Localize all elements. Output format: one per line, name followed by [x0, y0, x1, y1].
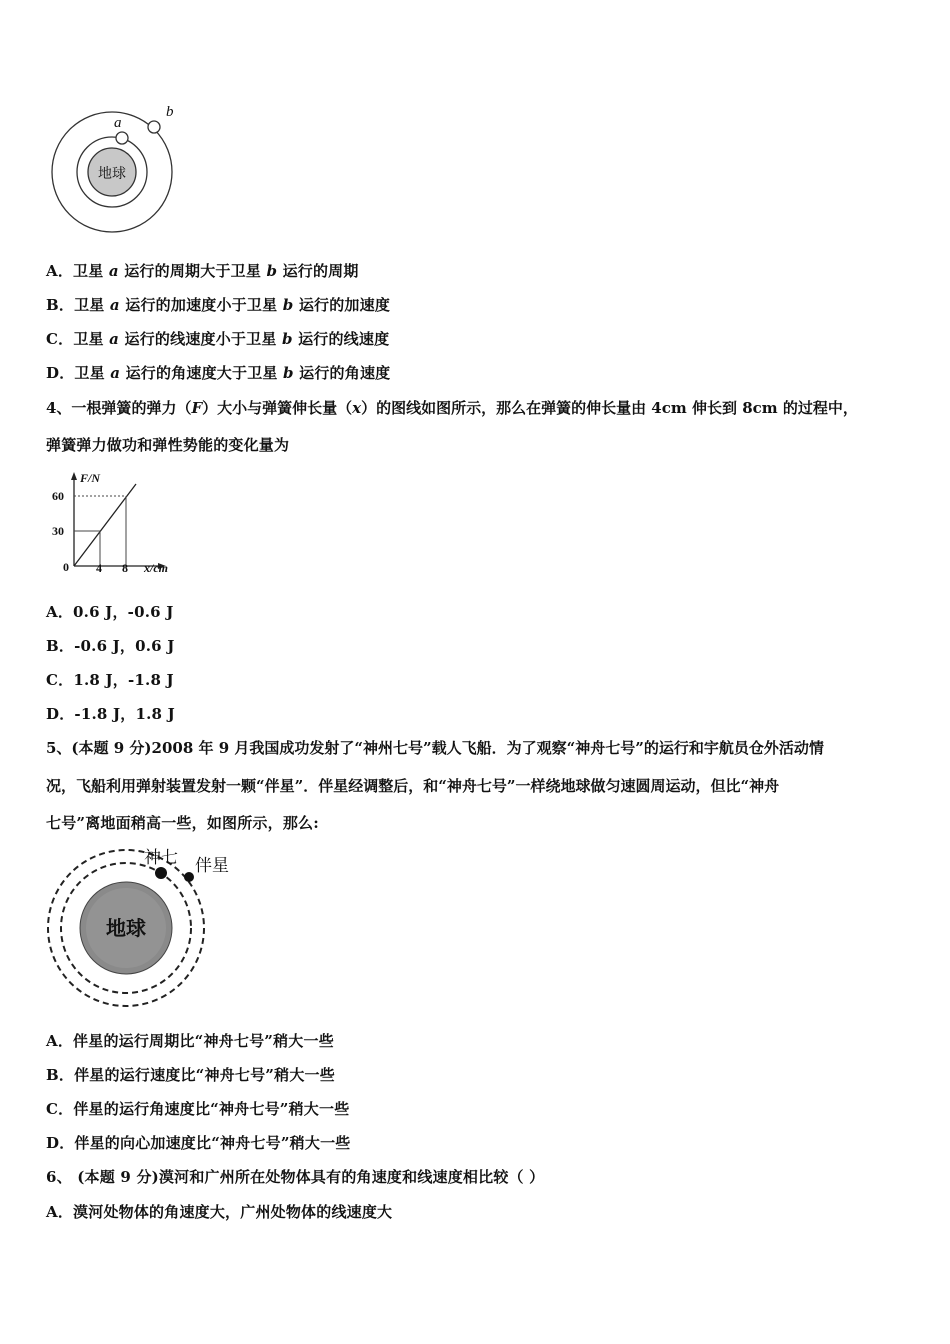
origin-label: 0 — [63, 560, 69, 574]
q5-stem-line3: 七号”离地面稍高一些，如图所示，那么: — [46, 814, 319, 832]
satellite-a — [116, 132, 128, 144]
x-tick-4: 4 — [96, 561, 102, 575]
q5-option-d: D．伴星的向心加速度比“神舟七号”稍大一些 — [46, 1134, 351, 1152]
q4-stem-line1: 4、一根弹簧的弹力（F）大小与弹簧伸长量（x）的图线如图所示，那么在弹簧的伸长量由 4cm 伸长到 8cm 的过程中， — [46, 399, 858, 417]
x-axis-label: x/cm — [144, 561, 168, 575]
y-tick-30: 30 — [52, 524, 64, 538]
q4-option-d: D．-1.8 J，1.8 J — [46, 705, 175, 723]
shenqi-label: 神七 — [144, 848, 178, 867]
y-axis-label: F/N — [80, 471, 101, 485]
q3-option-b: B．卫星 a 运行的加速度小于卫星 b 运行的加速度 — [46, 296, 391, 314]
earth-label-2: 地球 — [106, 918, 146, 940]
spring-force-graph — [46, 470, 186, 580]
q6-stem-line1: 6、 (本题 9 分)漠河和广州所在处物体具有的角速度和线速度相比较（ ） — [46, 1168, 545, 1186]
shenzhou-companion-figure — [46, 843, 236, 1008]
q4-option-a: A．0.6 J，-0.6 J — [46, 603, 174, 621]
q5-stem-line1: 5、(本题 9 分)2008 年 9 月我国成功发射了“神州七号”载人飞船．为了观察“神舟七号”的运行和宇航员仓外活动情 — [46, 739, 824, 757]
q3-option-d: D．卫星 a 运行的角速度大于卫星 b 运行的角速度 — [46, 364, 391, 382]
shenzhou-7-dot — [155, 867, 167, 879]
q5-option-a: A．伴星的运行周期比“神舟七号”稍大一些 — [46, 1032, 334, 1050]
earth-label: 地球 — [98, 167, 126, 182]
q4-stem-line2: 弹簧弹力做功和弹性势能的变化量为 — [46, 436, 290, 454]
q3-option-c: C．卫星 a 运行的线速度小于卫星 b 运行的线速度 — [46, 330, 390, 348]
q6-option-a: A．漠河处物体的角速度大，广州处物体的线速度大 — [46, 1203, 393, 1221]
companion-dot — [184, 872, 194, 882]
q5-stem-line2: 况，飞船利用弹射装置发射一颗“伴星”．伴星经调整后，和“神舟七号”一样绕地球做匀速圆周运动，但比“神舟 — [46, 777, 780, 795]
x-tick-8: 8 — [122, 561, 128, 575]
label-b: b — [166, 104, 174, 120]
y-tick-60: 60 — [52, 489, 64, 503]
satellite-orbit-figure — [46, 100, 186, 235]
satellite-b — [148, 121, 160, 133]
q5-option-b: B．伴星的运行速度比“神舟七号”稍大一些 — [46, 1066, 335, 1084]
banxing-label: 伴星 — [195, 856, 229, 875]
q4-option-b: B．-0.6 J，0.6 J — [46, 637, 175, 655]
q4-option-c: C．1.8 J，-1.8 J — [46, 671, 174, 689]
q3-option-a: A．卫星 a 运行的周期大于卫星 b 运行的周期 — [46, 262, 359, 280]
q5-option-c: C．伴星的运行角速度比“神舟七号”稍大一些 — [46, 1100, 350, 1118]
label-a: a — [114, 115, 122, 131]
y-axis-arrow — [71, 472, 77, 480]
